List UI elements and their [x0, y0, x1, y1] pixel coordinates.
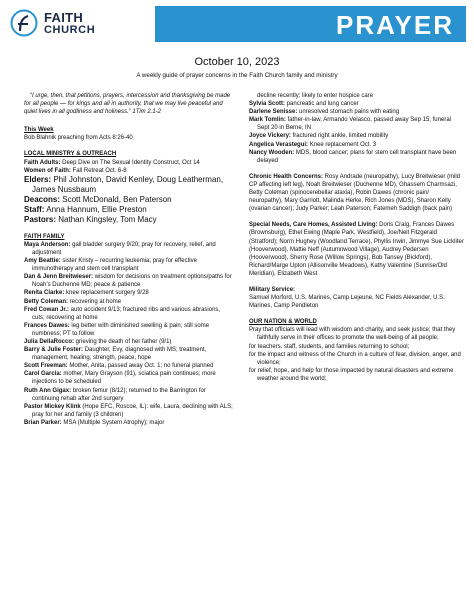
this-week-heading: This Week — [24, 127, 54, 134]
list-item: Dan & Jenn Breitwieser: wisdom for decisions on treatment options/paths for Noah’s Duchenne MD; peace & patience — [24, 274, 232, 289]
nation-prayer-line: Pray that officials will lead with wisdom and charity, and seek justice; that they faithfully serve in their offices to promote the well-being of all people; — [249, 327, 456, 342]
special-needs-entry: Special Needs, Care Homes, Assisted Living: Doris Craig, Frances Dawes (Brownsburg), Ethel Ewing (Maple Park, Westfield), Joe/Nell Fitzgerald (Stratford); Norm Hughey (Woodland Terrace), Phyllis Irwin, Jimmye Sue Lickliter (Hooverwood), Mattie Neff (Autumnwood Village), Audrey Pedersen (Hooverwood), Sherry Rose (Willow Springs), Bob Tansey (Bickford), Richard/Marge Upton (Allisonville Meadows), Kathy Valentine (Sunrise/Old Meridian), Elizabeth West — [249, 222, 464, 277]
page-header — [0, 0, 474, 44]
special-needs-heading: Special Needs, Care Homes, Assisted Living: — [249, 222, 378, 229]
list-item: Betty Coleman: recovering at home — [24, 298, 122, 305]
military-text: Samuel Morford, U.S. Marines, Camp Lejeune, NC Fields Alexander, U.S. Marines, Camp Pendleton — [249, 295, 445, 310]
list-item: Barry & Julie Foster: Daughter, Evy, diagnosed with MS; treatment, management, healing, strength, peace, hope — [24, 347, 207, 362]
list-item: Maya Anderson: gall bladder surgery 9/20; pray for recovery, relief, and adjustment — [24, 241, 216, 256]
list-item: Amy Beattie: sister Kristy – recurring leukemia; pray for effective immunotherapy and stem cell transplant — [24, 258, 197, 273]
list-item: Ruth Ann Gigax: broken femur (8/12); returned to the Barrington for continuing rehab after 2nd surgery — [24, 387, 206, 402]
logo-word-church: CHURCH — [44, 23, 96, 36]
list-item: Frances Dawes: leg better with diminished swelling & pain; still some numbness; PT to follow — [24, 322, 210, 337]
banner-title: PRAYER — [336, 10, 454, 40]
elders-entry: Elders: Phil Johnston, David Kenley, Doug Leatherman, James Nussbaum — [24, 174, 224, 194]
list-item: Renita Clarke: knee replacement surgery 9/28 — [24, 290, 149, 297]
list-item: Pastor Mickey Klink (Hope EFC, Roscoe, IL): wife, Laura, declining with ALS; pray for her and family (3 children) — [24, 403, 233, 418]
list-item: Darlene Senisse: unresolved stomach pains with eating — [249, 109, 400, 116]
nation-prayer-line: for relief, hope, and help for those impacted by natural disasters and extreme weather around the world; — [249, 367, 454, 382]
list-item-continued: decline recently; likely to enter hospice care — [257, 93, 374, 99]
list-item: Fred Cowan Jr.: auto accident 9/13; fractured ribs and various abrasions, cuts; recovering at home — [24, 306, 221, 321]
military-heading: Military Service: — [249, 286, 296, 293]
list-item: Joyce Vickery: fractured right ankle, limited mobility — [249, 133, 389, 140]
list-item: Carol Garcia: mother, Mary Grayson (91), sciatica pain continues; more injections to be scheduled — [24, 371, 216, 386]
list-item: Brian Parker: MSA (Multiple System Atrophy); major — [24, 419, 165, 426]
list-item: Angelica Verastegui: Knee replacement Oct. 3 — [249, 141, 377, 148]
list-item: Scott Freeman: Mother, Anita, passed away Oct. 1; no funeral planned — [24, 363, 214, 370]
scripture-quote: “I urge, then, that petitions, prayers, intercession and thanksgiving be made for all people — for kings and all in authority, that we may live peaceful and quiet lives in all godliness and holiness.” 1Tim 2.1-2 — [24, 93, 231, 116]
logo-word-faith: FAITH — [44, 9, 84, 25]
nation-prayer-line: for teachers, staff, students, and families returning to school; — [249, 343, 410, 350]
list-item: Julia DellaRocco: grieving the death of her father (9/1) — [24, 338, 172, 345]
bulletin-date: October 10, 2023 — [194, 56, 280, 68]
local-ministry-heading: LOCAL MINISTRY & OUTREACH — [24, 151, 117, 158]
left-column — [24, 92, 234, 427]
faith-family-heading: FAITH FAMILY — [24, 233, 65, 240]
church-logo-icon — [10, 9, 38, 37]
bulletin-subtitle: A weekly guide of prayer concerns in the Faith Church family and ministry — [136, 72, 338, 79]
faith-adults-entry: Faith Adults: Deep Dive on The Sexual Identity Construct, Oct 14 — [24, 159, 200, 166]
women-of-faith-entry: Women of Faith: Fall Retreat Oct. 6-8 — [24, 167, 127, 174]
right-column — [249, 92, 464, 383]
pastors-entry: Pastors: Nathan Kingsley, Tom Macy — [24, 214, 157, 224]
faith-church-logo — [10, 7, 120, 39]
nation-world-heading: OUR NATION & WORLD — [249, 319, 317, 326]
list-item: Nancy Wooden: MDS, blood cancer; plans for stem cell transplant have been delayed — [249, 149, 457, 164]
nation-prayer-line: for the impact and witness of the Church in a culture of fear, division, anger, and violence; — [249, 351, 461, 366]
list-item: Mark Tomlin: father-in-law, Armando Velasco, passed away Sep 15; funeral Sept 20 in Berne, IN — [249, 117, 451, 132]
list-item: Sylvia Scott: pancreatic and lung cancer — [249, 101, 359, 108]
chronic-health-entry: Chronic Health Concerns: Rosy Andrade (neuropathy), Lucy Breitwieser (mild CP affecting left leg), Noah Breitwieser (Duchenne MD), Ghassem Charmsazi, Betty Coleman (spinocerebellar ataxia), Robin Dawes (chronic pain/ neuropathy), Mary Garriott, Malinda Herke, Rich Jones (MDS), Sharon Kelly (ovarian cancer); Judy Parker; Leah Paterson; Fatemeh Saddigh (back pain) — [249, 173, 461, 213]
chronic-health-heading: Chronic Health Concerns: — [249, 173, 324, 180]
this-week-text: Bob Blahnik preaching from Acts 8:26-40 — [24, 135, 133, 142]
staff-entry: Staff: Anna Hannum, Ellie Preston — [24, 204, 147, 214]
deacons-entry: Deacons: Scott McDonald, Ben Paterson — [24, 194, 172, 204]
prayer-banner — [155, 6, 466, 42]
